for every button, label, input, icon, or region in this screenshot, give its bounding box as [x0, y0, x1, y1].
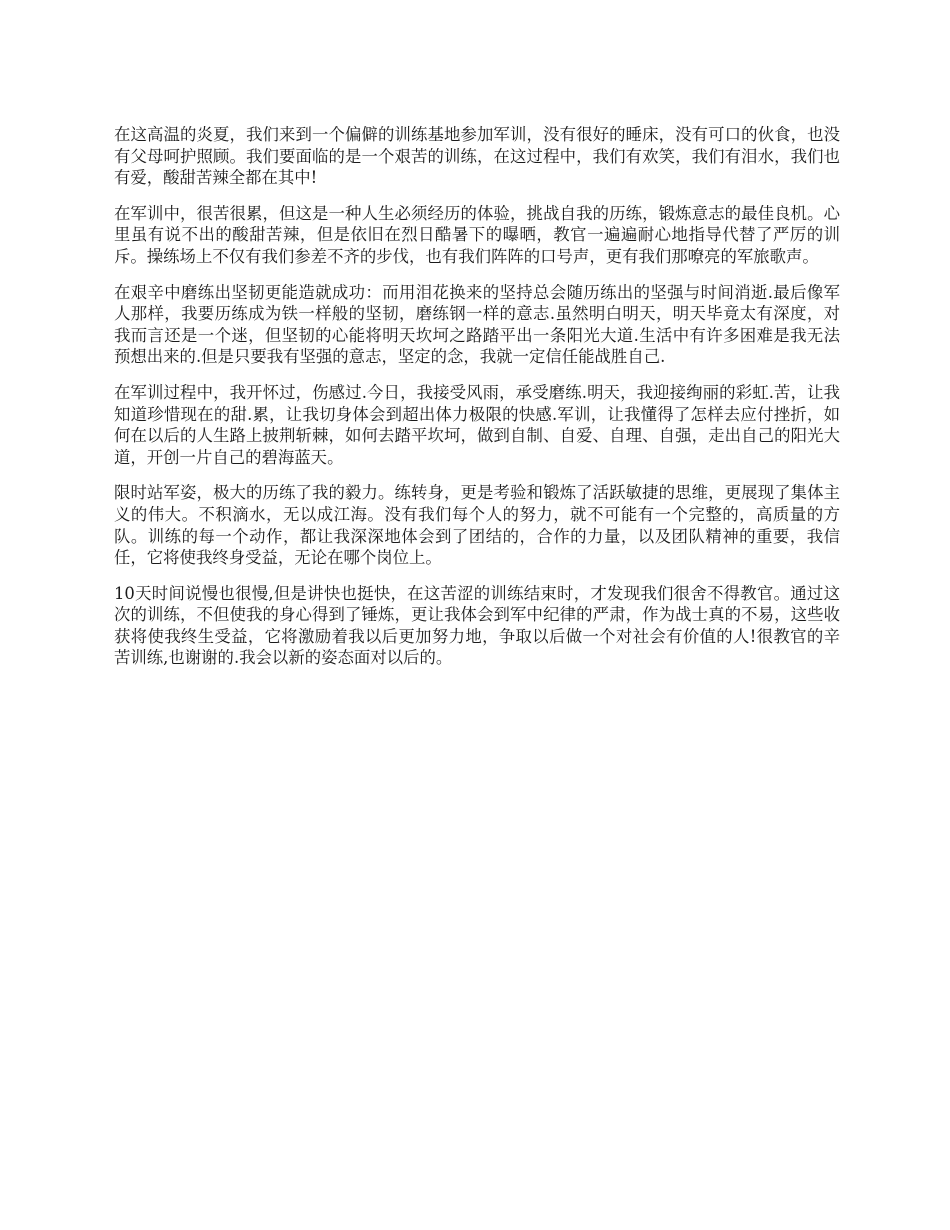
paragraph-2: 在军训中，很苦很累，但这是一种人生必须经历的体验，挑战自我的历练，锻炼意志的最佳良机。心里虽有说不出的酸甜苦辣，但是依旧在烈日酷暑下的曝晒，教官一遍遍耐心地指导代替了严厉的训斥。操练场上不仅有我们参差不齐的步伐，也有我们阵阵的口号声，更有我们那嘹亮的军旅歌声。: [114, 203, 840, 266]
paragraph-6: 10天时间说慢也很慢,但是讲快也挺快，在这苦涩的训练结束时，才发现我们很舍不得教官。通过这次的训练，不但使我的身心得到了锤炼，更让我体会到军中纪律的严肃，作为战士真的不易，这些收获将使我终生受益，它将激励着我以后更加努力地，争取以后做一个对社会有价值的人!很教官的辛苦训练,也谢谢的.我会以新的姿态面对以后的。: [114, 583, 840, 668]
paragraph-3: 在艰辛中磨练出坚韧更能造就成功：而用泪花换来的坚持总会随历练出的坚强与时间消逝.最后像军人那样，我要历练成为铁一样般的坚韧，磨练钢一样的意志.虽然明白明天，明天毕竟太有深度，对我而言还是一个迷，但坚韧的心能将明天坎坷之路踏平出一条阳光大道.生活中有许多困难是我无法预想出来的.但是只要我有坚强的意志，坚定的念，我就一定信任能战胜自己.: [114, 282, 840, 367]
paragraph-4: 在军训过程中，我开怀过，伤感过.今日，我接受风雨，承受磨练.明天，我迎接绚丽的彩虹.苦，让我知道珍惜现在的甜.累，让我切身体会到超出体力极限的快感.军训，让我懂得了怎样去应付挫折，如何在以后的人生路上披荆斩棘，如何去踏平坎坷，做到自制、自爱、自理、自强，走出自己的阳光大道，开创一片自己的碧海蓝天。: [114, 382, 840, 467]
document-body: [114, 124, 840, 683]
paragraph-1: 在这高温的炎夏，我们来到一个偏僻的训练基地参加军训，没有很好的睡床，没有可口的伙食，也没有父母呵护照顾。我们要面临的是一个艰苦的训练，在这过程中，我们有欢笑，我们有泪水，我们也有爱，酸甜苦辣全都在其中!: [114, 125, 840, 188]
paragraph-5: 限时站军姿，极大的历练了我的毅力。练转身，更是考验和锻炼了活跃敏捷的思维，更展现了集体主义的伟大。不积滴水，无以成江海。没有我们每个人的努力，就不可能有一个完整的，高质量的方队。训练的每一个动作，都让我深深地体会到了团结的，合作的力量，以及团队精神的重要，我信任，它将使我终身受益，无论在哪个岗位上。: [114, 483, 840, 568]
